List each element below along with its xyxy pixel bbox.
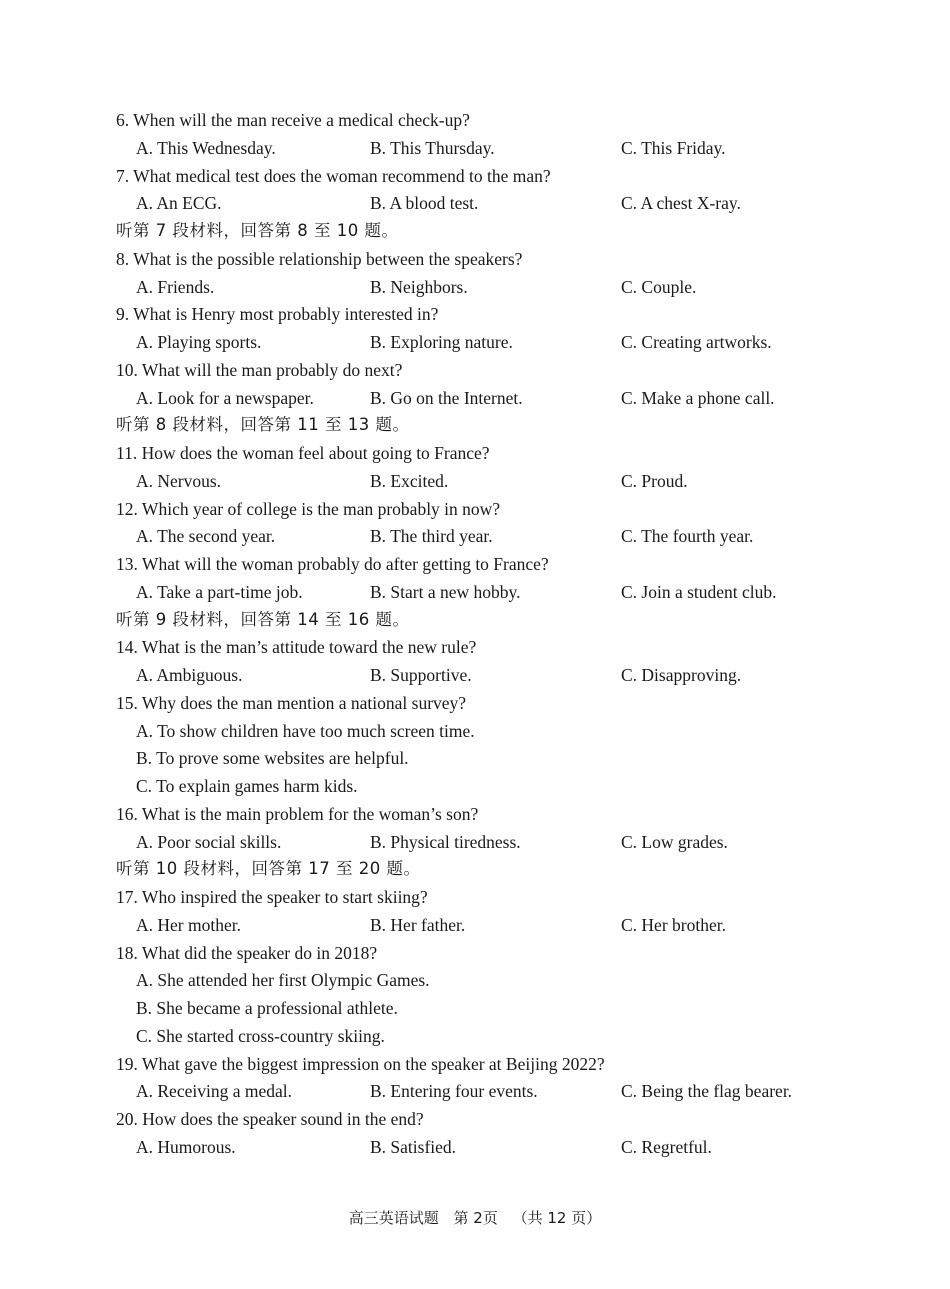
question-text: 12. Which year of college is the man probably in now? <box>116 498 501 519</box>
answer-option-c: C. Her brother. <box>621 914 726 935</box>
question-text: 14. What is the man’s attitude toward the new rule? <box>116 637 477 658</box>
answer-option-c: C. Low grades. <box>621 831 728 852</box>
answer-option-c: C. Join a student club. <box>621 581 777 602</box>
footer-title: 高三英语试题 <box>348 1209 439 1227</box>
answer-option-b: B. Neighbors. <box>370 276 468 297</box>
answer-option-b: B. A blood test. <box>370 193 479 214</box>
question-text: 11. How does the woman feel about going to France? <box>116 443 490 463</box>
question-text: 10. What will the man probably do next? <box>116 359 403 380</box>
question-text: 9. What is Henry most probably interested in? <box>116 304 439 325</box>
answer-option-a: A. An ECG. <box>136 193 222 214</box>
answer-option-b: B. Supportive. <box>370 665 472 685</box>
answer-option-c: C. Couple. <box>621 276 697 297</box>
answer-option-a: A. Ambiguous. <box>136 665 243 685</box>
answer-option-b: B. Start a new hobby. <box>370 581 521 602</box>
question-text: 17. Who inspired the speaker to start skiing? <box>116 887 428 907</box>
question-text: 8. What is the possible relationship between the speakers? <box>116 248 523 269</box>
answer-option-c: C. Regretful. <box>621 1136 712 1157</box>
answer-option-a: A. Poor social skills. <box>136 831 282 852</box>
answer-option-b: B. Physical tiredness. <box>370 831 521 852</box>
answer-option-b: B. Exploring nature. <box>370 332 513 352</box>
answer-option: B. To prove some websites are helpful. <box>136 748 409 769</box>
section-instruction: 听第 8 段材料，回答第 11 至 13 题。 <box>116 415 410 435</box>
section-instruction: 听第 7 段材料，回答第 8 至 10 题。 <box>116 221 399 240</box>
answer-option: C. She started cross-country skiing. <box>136 1025 385 1046</box>
answer-option-b: B. Go on the Internet. <box>370 387 523 408</box>
answer-option-a: A. Receiving a medal. <box>136 1081 292 1102</box>
question-text: 20. How does the speaker sound in the end? <box>116 1109 424 1129</box>
answer-option-b: B. Satisfied. <box>370 1136 457 1157</box>
answer-option: A. She attended her first Olympic Games. <box>136 970 430 991</box>
answer-option: C. To explain games harm kids. <box>136 776 358 796</box>
answer-option-a: A. This Wednesday. <box>136 137 276 158</box>
answer-option-b: B. Entering four events. <box>370 1081 538 1102</box>
question-text: 7. What medical test does the woman recommend to the man? <box>116 165 551 186</box>
question-text: 6. When will the man receive a medical check-up? <box>116 110 470 130</box>
answer-option: B. She became a professional athlete. <box>136 998 398 1018</box>
answer-option-c: C. This Friday. <box>621 137 726 158</box>
answer-option-b: B. The third year. <box>370 526 493 547</box>
answer-option-a: A. Nervous. <box>136 470 222 491</box>
question-text: 13. What will the woman probably do after getting to France? <box>116 554 549 574</box>
answer-option-a: A. The second year. <box>136 526 276 547</box>
section-instruction: 听第 10 段材料，回答第 17 至 20 题。 <box>116 859 421 879</box>
answer-option-b: B. Her father. <box>370 914 466 935</box>
answer-option-c: C. Make a phone call. <box>621 387 775 408</box>
page-footer <box>0 1207 950 1228</box>
answer-option-c: C. The fourth year. <box>621 526 754 547</box>
question-text: 15. Why does the man mention a national survey? <box>116 692 467 713</box>
question-text: 19. What gave the biggest impression on the speaker at Beijing 2022? <box>116 1053 605 1074</box>
answer-option-c: C. Creating artworks. <box>621 332 772 352</box>
answer-option-c: C. Being the flag bearer. <box>621 1081 793 1102</box>
question-text: 16. What is the main problem for the woman’s son? <box>116 803 479 824</box>
footer-total-pages: （共 12 页） <box>512 1209 602 1227</box>
section-instruction: 听第 9 段材料，回答第 14 至 16 题。 <box>116 609 410 629</box>
answer-option-b: B. This Thursday. <box>370 137 495 158</box>
answer-option-c: C. Proud. <box>621 470 688 491</box>
answer-option-a: A. Playing sports. <box>136 332 262 352</box>
question-text: 18. What did the speaker do in 2018? <box>116 942 378 963</box>
answer-option-a: A. Her mother. <box>136 914 241 935</box>
answer-option-a: A. Humorous. <box>136 1136 236 1157</box>
footer-page-number: 第 2页 <box>453 1209 498 1227</box>
answer-option-c: C. Disapproving. <box>621 665 742 685</box>
answer-option-c: C. A chest X-ray. <box>621 193 741 214</box>
answer-option: A. To show children have too much screen time. <box>136 720 475 741</box>
answer-option-a: A. Friends. <box>136 276 215 297</box>
answer-option-a: A. Take a part-time job. <box>136 581 303 602</box>
answer-option-b: B. Excited. <box>370 470 449 491</box>
answer-option-a: A. Look for a newspaper. <box>136 387 314 408</box>
